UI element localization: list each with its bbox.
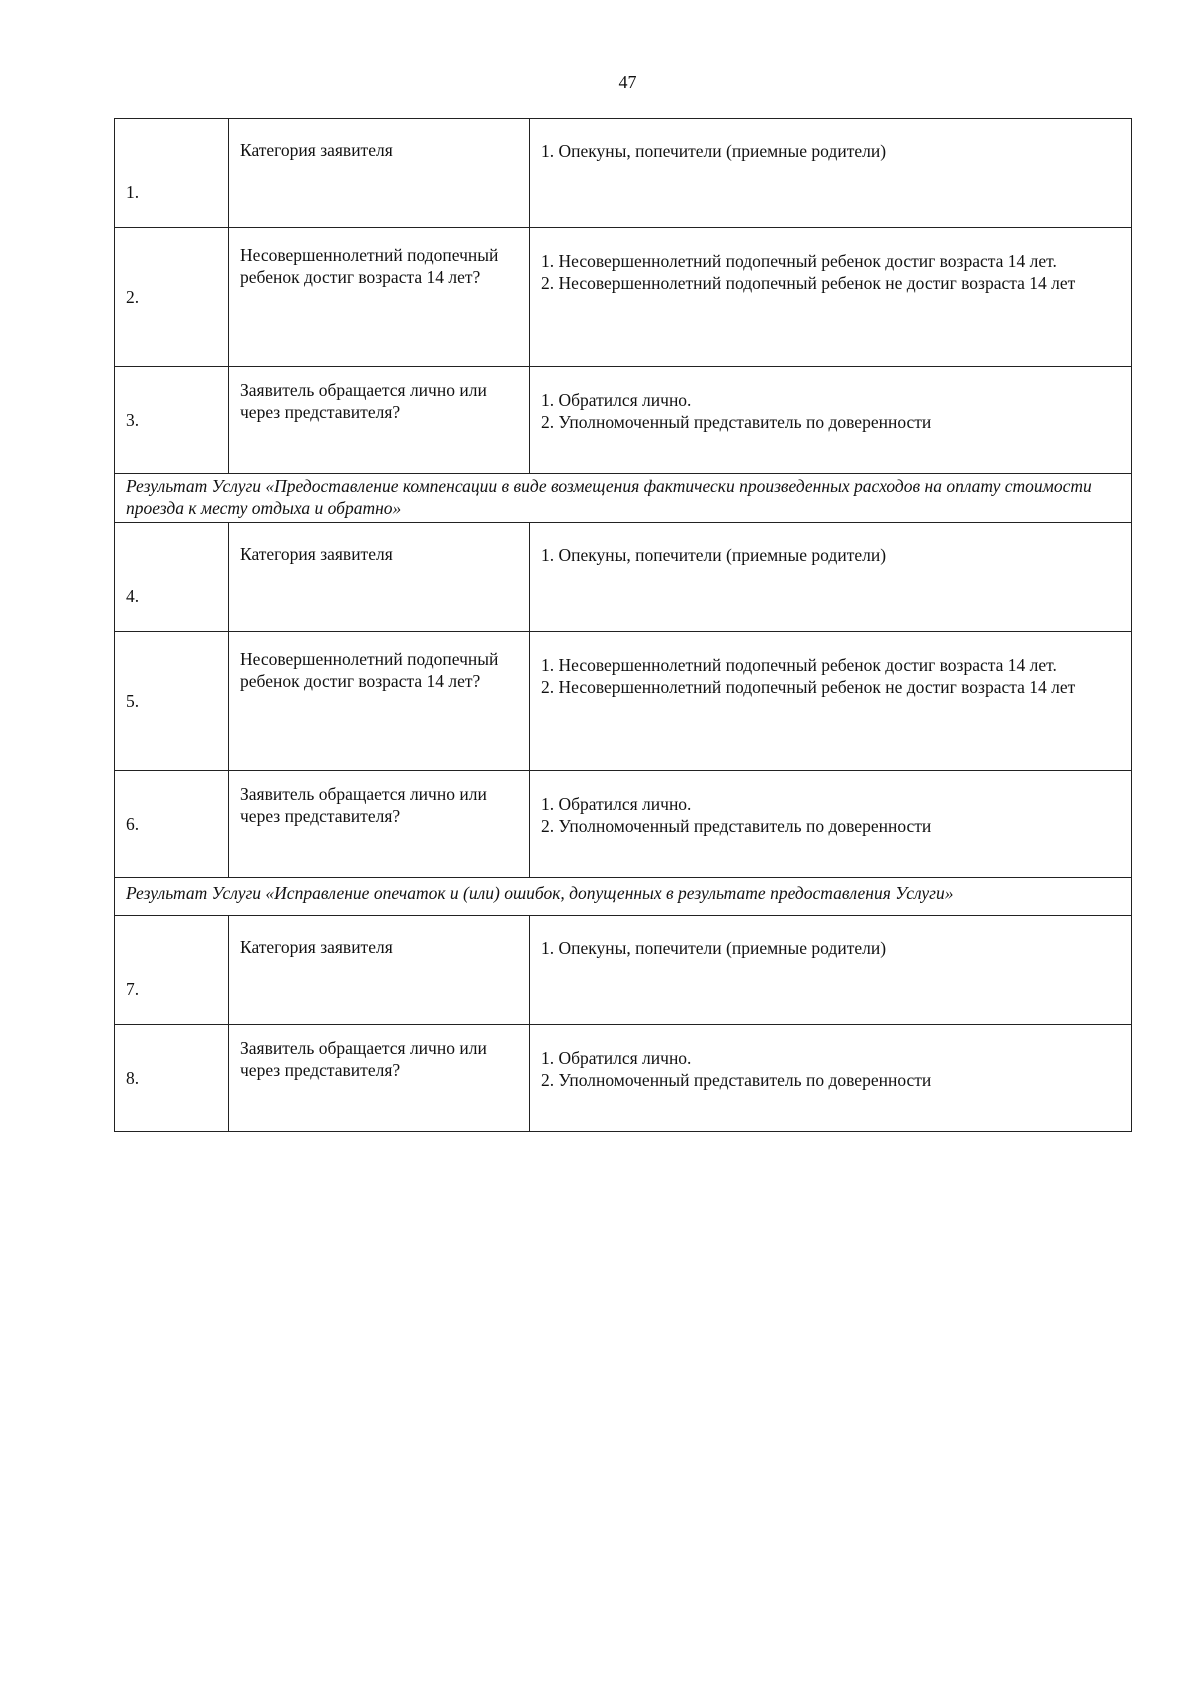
row-answers [530, 228, 1132, 367]
row-answers [530, 632, 1132, 771]
page-number: 47 [618, 72, 637, 92]
row-number: 5. [115, 632, 229, 771]
row-question: Несовершеннолетний подопечный ребенок достиг возраста 14 лет? [229, 632, 530, 771]
answer-option: 2. Уполномоченный представитель по доверенности [541, 1070, 932, 1090]
row-number: 7. [115, 916, 229, 1025]
table-row [115, 119, 1132, 228]
row-answers [530, 367, 1132, 474]
answer-option: 1. Обратился лично. [541, 390, 692, 410]
table-row [115, 228, 1132, 367]
table-row [115, 632, 1132, 771]
answer-option: 1. Обратился лично. [541, 1048, 692, 1068]
table-row [115, 1025, 1132, 1132]
row-number: 2. [115, 228, 229, 367]
answer-option: 2. Уполномоченный представитель по доверенности [541, 412, 932, 432]
row-question: Категория заявителя [229, 916, 530, 1025]
answer-option: 2. Несовершеннолетний подопечный ребенок не достиг возраста 14 лет [541, 677, 1076, 697]
row-question: Заявитель обращается лично или через представителя? [229, 367, 530, 474]
row-question: Категория заявителя [229, 523, 530, 632]
row-number: 4. [115, 523, 229, 632]
answer-option: 1. Обратился лично. [541, 794, 692, 814]
table-row [115, 916, 1132, 1025]
row-question: Заявитель обращается лично или через представителя? [229, 771, 530, 878]
section-row [115, 878, 1132, 916]
answer-option: 1. Опекуны, попечители (приемные родители) [541, 938, 887, 958]
row-question: Категория заявителя [229, 119, 530, 228]
table-row [115, 523, 1132, 632]
section-heading: Результат Услуги «Исправление опечаток и (или) ошибок, допущенных в результате предоставления Услуги» [115, 878, 1132, 916]
row-answers [530, 523, 1132, 632]
row-number: 8. [115, 1025, 229, 1132]
section-row [115, 474, 1132, 523]
row-number: 3. [115, 367, 229, 474]
row-question: Заявитель обращается лично или через представителя? [229, 1025, 530, 1132]
row-question: Несовершеннолетний подопечный ребенок достиг возраста 14 лет? [229, 228, 530, 367]
table-row [115, 771, 1132, 878]
answer-option: 1. Несовершеннолетний подопечный ребенок достиг возраста 14 лет. [541, 655, 1057, 675]
row-answers [530, 1025, 1132, 1132]
row-number: 1. [115, 119, 229, 228]
row-number: 6. [115, 771, 229, 878]
answer-option: 1. Несовершеннолетний подопечный ребенок достиг возраста 14 лет. [541, 251, 1057, 271]
answer-option: 1. Опекуны, попечители (приемные родители) [541, 141, 887, 161]
row-answers [530, 119, 1132, 228]
section-heading: Результат Услуги «Предоставление компенсации в виде возмещения фактически произведенных расходов на оплату стоимости проезда к месту отдыха и обратно» [115, 474, 1132, 523]
answer-option: 2. Уполномоченный представитель по доверенности [541, 816, 932, 836]
row-answers [530, 771, 1132, 878]
answer-option: 2. Несовершеннолетний подопечный ребенок не достиг возраста 14 лет [541, 273, 1076, 293]
table-row [115, 367, 1132, 474]
criteria-table [114, 118, 1132, 1132]
row-answers [530, 916, 1132, 1025]
answer-option: 1. Опекуны, попечители (приемные родители) [541, 545, 887, 565]
